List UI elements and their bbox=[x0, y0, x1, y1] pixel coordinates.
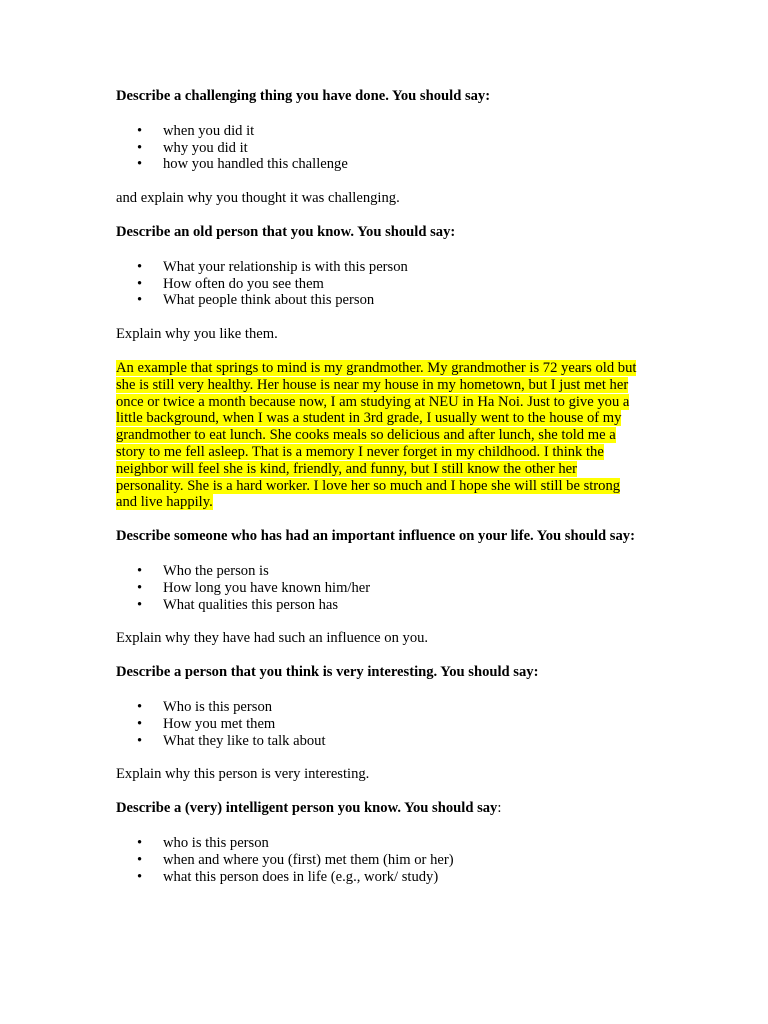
section-3-closing: Explain why they have had such an influence on you. bbox=[116, 630, 429, 647]
bullet-icon: • bbox=[137, 122, 143, 139]
section-4-bullet-list bbox=[116, 699, 646, 749]
document-page bbox=[116, 88, 646, 902]
section-1-closing: and explain why you thought it was challenging. bbox=[116, 190, 400, 207]
bullet-icon: • bbox=[137, 275, 143, 292]
section-3-heading: Describe someone who has had an important influence on your life. You should say: bbox=[116, 528, 635, 545]
list-item: • What people think about this person bbox=[137, 292, 375, 309]
list-item: • why you did it bbox=[137, 139, 248, 156]
highlighted-answer-paragraph bbox=[116, 360, 644, 511]
bullet-icon: • bbox=[137, 579, 143, 596]
bullet-icon: • bbox=[137, 258, 143, 275]
bullet-icon: • bbox=[137, 834, 143, 851]
bullet-icon: • bbox=[137, 698, 143, 715]
section-4-closing: Explain why this person is very interesting. bbox=[116, 766, 370, 783]
bullet-icon: • bbox=[137, 596, 143, 613]
bullet-icon: • bbox=[137, 732, 143, 749]
bullet-icon: • bbox=[137, 156, 143, 173]
bullet-icon: • bbox=[137, 868, 143, 885]
list-item: • Who the person is bbox=[137, 562, 269, 579]
bullet-icon: • bbox=[137, 851, 143, 868]
list-item: • who is this person bbox=[137, 834, 269, 851]
list-item: • when and where you (first) met them (him or her) bbox=[137, 851, 454, 868]
section-3-bullet-list bbox=[116, 563, 646, 613]
bullet-icon: • bbox=[137, 715, 143, 732]
bullet-icon: • bbox=[137, 292, 143, 309]
section-2-bullet-list bbox=[116, 259, 646, 309]
section-5-bullet-list bbox=[116, 835, 646, 885]
list-item: • What your relationship is with this person bbox=[137, 258, 408, 275]
list-item: • what this person does in life (e.g., work/ study) bbox=[137, 868, 439, 885]
section-5-heading: Describe a (very) intelligent person you know. You should say: bbox=[116, 800, 502, 817]
list-item: • how you handled this challenge bbox=[137, 156, 348, 173]
highlighted-answer-text: An example that springs to mind is my grandmother. My grandmother is 72 years old but she is still very healthy. Her house is near my house in my hometown, but I just met her once or twice a month because now, I am studying at NEU in Ha Noi. Just to give you a little background, when I was a student in 3rd grade, I usually went to the house of my grandmother to eat lunch. She cooks meals so delicious and after lunch, she told me a story to me fell asleep. That is a memory I never forget in my childhood. I think the neighbor will feel she is kind, friendly, and funny, but I still know the other her personality. She is a hard worker. I love her so much and I hope she will still be strong and live happily. bbox=[116, 359, 637, 511]
list-item: • What qualities this person has bbox=[137, 596, 339, 613]
list-item: • Who is this person bbox=[137, 698, 273, 715]
section-4-heading: Describe a person that you think is very interesting. You should say: bbox=[116, 664, 539, 681]
section-2-closing: Explain why you like them. bbox=[116, 326, 278, 343]
section-1-heading: Describe a challenging thing you have done. You should say: bbox=[116, 88, 491, 104]
section-1-bullet-list bbox=[116, 123, 646, 173]
bullet-icon: • bbox=[137, 139, 143, 156]
list-item: • How long you have known him/her bbox=[137, 579, 371, 596]
bullet-icon: • bbox=[137, 562, 143, 579]
list-item: • when you did it bbox=[137, 122, 255, 139]
list-item: • How you met them bbox=[137, 715, 276, 732]
section-2-heading: Describe an old person that you know. You should say: bbox=[116, 223, 456, 240]
list-item: • What they like to talk about bbox=[137, 732, 326, 749]
list-item: • How often do you see them bbox=[137, 275, 324, 292]
